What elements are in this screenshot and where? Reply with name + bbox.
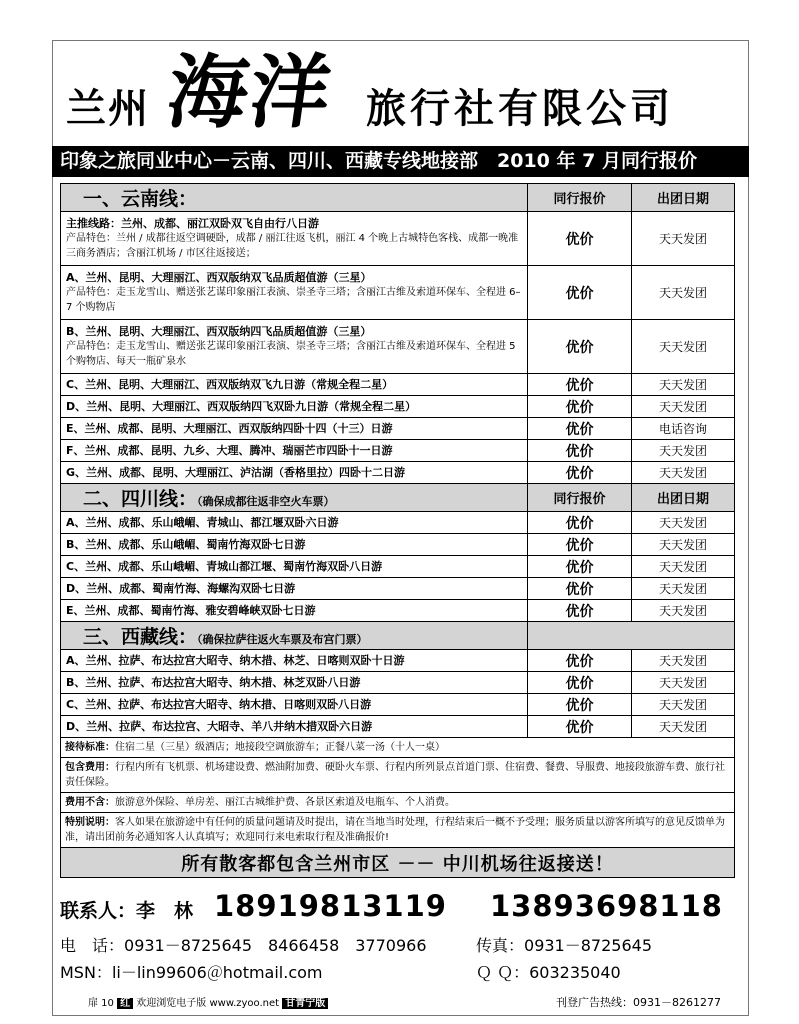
tour-name: B、兰州、昆明、大理丽江、西双版纳四飞品质超值游（三星） — [66, 325, 372, 338]
tour-cell — [61, 650, 528, 672]
notes-text: 行程内所有飞机票、机场建设费、燃油附加费、硬卧火车票、行程内所列景点首道门票、住宿费、餐费、导服费、地接段旅游车费、旅行社责任保险。 — [65, 762, 725, 788]
edition-tag: 甘青宁版 — [282, 998, 328, 1009]
tour-date: 天天发团 — [632, 462, 735, 484]
tour-name: D、兰州、成都、蜀南竹海、海螺沟双卧七日游 — [66, 582, 296, 595]
tour-date: 天天发团 — [632, 694, 735, 716]
price-column-header: 同行报价 — [528, 184, 632, 212]
tour-cell — [61, 418, 528, 440]
tour-row — [61, 534, 735, 556]
tour-cell — [61, 212, 528, 266]
notes-label: 接待标准： — [65, 742, 115, 753]
tour-date: 天天发团 — [632, 672, 735, 694]
tour-description: 产品特色：兰州 / 成都往返空调硬卧，成都 / 丽江往返飞机，丽江 4 个晚上古城特色客栈、成都一晚准三商务酒店；含丽江机场 / 市区往返接送； — [66, 233, 519, 259]
notes-text: 住宿二星（三星）级酒店；地接段空调旅游车；正餐八菜一汤（十人一桌） — [115, 742, 445, 753]
tour-date: 天天发团 — [632, 650, 735, 672]
tour-row — [61, 396, 735, 418]
tour-cell — [61, 694, 528, 716]
tour-date: 天天发团 — [632, 512, 735, 534]
page-number: 扉 10 — [88, 998, 114, 1009]
tour-date: 天天发团 — [632, 440, 735, 462]
tour-name: C、兰州、成都、乐山峨嵋、青城山都江堰、蜀南竹海双卧八日游 — [66, 560, 383, 573]
section-header-row — [61, 484, 735, 512]
tour-row — [61, 556, 735, 578]
tour-name: B、兰州、拉萨、布达拉宫大昭寺、纳木措、林芝双卧八日游 — [66, 676, 361, 689]
notes-label: 特别说明： — [65, 817, 115, 828]
tour-cell — [61, 716, 528, 738]
tour-price: 优价 — [528, 650, 632, 672]
tour-cell — [61, 396, 528, 418]
tour-date: 天天发团 — [632, 556, 735, 578]
ad-hotline: 刊登广告热线：0931－8261277 — [556, 996, 721, 1009]
tour-cell — [61, 440, 528, 462]
tour-date: 天天发团 — [632, 716, 735, 738]
mobile-phone-2: 13893698118 — [490, 889, 723, 923]
tour-name: B、兰州、成都、乐山峨嵋、蜀南竹海双卧七日游 — [66, 538, 306, 551]
section-title-cell — [61, 184, 528, 212]
fax-number: 0931－8725645 — [524, 936, 652, 955]
notes-text: 旅游意外保险、单房差、丽江古城维护费、各景区索道及电瓶车、个人消费。 — [115, 797, 455, 808]
tour-row — [61, 320, 735, 374]
msn-label: MSN： — [60, 963, 112, 982]
tour-cell — [61, 600, 528, 622]
section-note: （确保成都往返非空火车票） — [197, 495, 335, 508]
contact-name: 联系人：李 林 — [60, 900, 194, 922]
tour-cell — [61, 266, 528, 320]
company-header — [60, 46, 740, 146]
tour-price: 优价 — [528, 462, 632, 484]
tour-price: 优价 — [528, 600, 632, 622]
tour-row — [61, 462, 735, 484]
notes-cell — [61, 813, 735, 848]
tour-name: G、兰州、成都、昆明、大理丽江、泸沽湖（香格里拉）四卧十二日游 — [66, 466, 406, 479]
tour-name: E、兰州、成都、蜀南竹海、雅安碧峰峡双卧七日游 — [66, 604, 316, 617]
tour-date: 天天发团 — [632, 266, 735, 320]
price-column-header: 同行报价 — [528, 484, 632, 512]
header-suffix: 旅行社有限公司 — [366, 86, 674, 132]
tour-price: 优价 — [528, 320, 632, 374]
tour-row — [61, 418, 735, 440]
tour-price: 优价 — [528, 716, 632, 738]
notes-cell — [61, 738, 735, 758]
section-title: 一、云南线： — [83, 188, 198, 210]
all-guests-notice: 所有散客都包含兰州市区 －－ 中川机场往返接送！ — [61, 848, 735, 878]
tour-row — [61, 716, 735, 738]
tour-name: D、兰州、昆明、大理丽江、西双版纳四飞双卧九日游（常规全程二星） — [66, 400, 417, 413]
tour-description: 产品特色：走玉龙雪山、赠送张艺谋印象丽江表演、崇圣寺三塔；含丽江古维及索道环保车、全程进 6–7 个购物店 — [66, 287, 521, 313]
tour-name: E、兰州、成都、昆明、大理丽江、西双版纳四卧十四（十三）日游 — [66, 422, 393, 435]
tour-price: 优价 — [528, 672, 632, 694]
contact-person-row — [60, 896, 193, 923]
tour-name: A、兰州、昆明、大理丽江、西双版纳双飞品质超值游（三星） — [66, 271, 372, 284]
tour-price: 优价 — [528, 212, 632, 266]
tour-price: 优价 — [528, 534, 632, 556]
page-tag: 红 — [117, 998, 133, 1009]
section-note: （确保拉萨往返火车票及布宫门票） — [197, 633, 368, 646]
tour-name: F、兰州、成都、昆明、九乡、大理、腾冲、瑞丽芒市四卧十一日游 — [66, 444, 393, 457]
msn-address: li－lin99606＠hotmail.com — [111, 963, 323, 982]
tour-cell — [61, 374, 528, 396]
tour-row — [61, 212, 735, 266]
notes-cell — [61, 793, 735, 813]
fax-label: 传真： — [476, 936, 525, 955]
footer-welcome: 欢迎浏览电子版 www.zyoo.net — [136, 998, 280, 1009]
tour-cell — [61, 462, 528, 484]
qq-row — [476, 960, 621, 983]
tour-row — [61, 672, 735, 694]
tour-date: 天天发团 — [632, 578, 735, 600]
telephone-numbers: 0931－8725645 8466458 3770966 — [124, 936, 427, 955]
telephone-row — [60, 933, 427, 956]
tour-price: 优价 — [528, 440, 632, 462]
tour-price: 优价 — [528, 578, 632, 600]
tour-cell — [61, 512, 528, 534]
qq-label: Ｑ Ｑ： — [476, 963, 530, 982]
notes-row — [61, 813, 735, 848]
date-column-header: 出团日期 — [632, 184, 735, 212]
mobile-phone-1: 18919813119 — [214, 889, 447, 923]
tour-price: 优价 — [528, 418, 632, 440]
tour-name: D、兰州、拉萨、布达拉宫、大昭寺、羊八井纳木措双卧六日游 — [66, 720, 373, 733]
tour-name: C、兰州、拉萨、布达拉宫大昭寺、纳木措、日喀则双卧八日游 — [66, 698, 372, 711]
tour-name: 主推线路：兰州、成都、丽江双卧双飞自由行八日游 — [66, 217, 319, 230]
header-brand: 海洋 — [161, 46, 339, 139]
tour-row — [61, 440, 735, 462]
section-title-cell — [61, 484, 528, 512]
tour-cell — [61, 320, 528, 374]
tour-cell — [61, 556, 528, 578]
tour-price: 优价 — [528, 694, 632, 716]
tour-name: A、兰州、拉萨、布达拉宫大昭寺、纳木措、林芝、日喀则双卧十日游 — [66, 654, 405, 667]
tour-cell — [61, 534, 528, 556]
date-column-header: 出团日期 — [632, 484, 735, 512]
tour-cell — [61, 672, 528, 694]
tour-name: C、兰州、昆明、大理丽江、西双版纳双飞九日游（常规全程二星） — [66, 378, 394, 391]
tour-date: 天天发团 — [632, 534, 735, 556]
section-title-cell — [61, 622, 528, 650]
fax-row — [476, 933, 652, 956]
notes-label: 费用不含： — [65, 797, 115, 808]
price-table — [60, 183, 735, 878]
qq-number: 603235040 — [529, 963, 621, 982]
telephone-label: 电 话： — [60, 936, 125, 955]
page-footer — [88, 994, 328, 1009]
tour-description: 产品特色：走玉龙雪山、赠送张艺谋印象丽江表演、崇圣寺三塔；含丽江古维及索道环保车、全程进 5 个购物店、每天一瓶矿泉水 — [66, 341, 516, 367]
tour-price: 优价 — [528, 512, 632, 534]
tour-row — [61, 600, 735, 622]
section-title: 二、四川线： — [83, 488, 198, 510]
all-guests-row — [61, 848, 735, 878]
section-blank-cell — [528, 622, 735, 650]
notes-row — [61, 793, 735, 813]
notes-row — [61, 758, 735, 793]
tour-cell — [61, 578, 528, 600]
tour-date: 天天发团 — [632, 374, 735, 396]
tour-date: 天天发团 — [632, 320, 735, 374]
section-header-row — [61, 622, 735, 650]
section-title: 三、西藏线： — [83, 626, 198, 648]
msn-row — [60, 960, 323, 983]
title-banner: 印象之旅同业中心－云南、四川、西藏专线地接部 2010 年 7 月同行报价 — [52, 146, 749, 177]
tour-name: A、兰州、成都、乐山峨嵋、青城山、都江堰双卧六日游 — [66, 516, 339, 529]
tour-date: 电话咨询 — [632, 418, 735, 440]
header-city: 兰州 — [66, 86, 150, 132]
tour-date: 天天发团 — [632, 212, 735, 266]
tour-row — [61, 694, 735, 716]
tour-price: 优价 — [528, 266, 632, 320]
notes-text: 客人如果在旅游途中有任何的质量问题请及时提出，请在当地当时处理，行程结束后一概不予受理；服务质量以游客所填写的意见反馈单为准，请出团前务必通知客人认真填写；欢迎同行来电索取行程及准确报价! — [65, 817, 725, 843]
notes-cell — [61, 758, 735, 793]
tour-price: 优价 — [528, 556, 632, 578]
tour-date: 天天发团 — [632, 396, 735, 418]
tour-price: 优价 — [528, 396, 632, 418]
tour-price: 优价 — [528, 374, 632, 396]
notes-label: 包含费用： — [65, 762, 115, 773]
tour-row — [61, 578, 735, 600]
tour-row — [61, 512, 735, 534]
tour-row — [61, 266, 735, 320]
tour-row — [61, 650, 735, 672]
tour-row — [61, 374, 735, 396]
section-header-row — [61, 184, 735, 212]
notes-row — [61, 738, 735, 758]
tour-date: 天天发团 — [632, 600, 735, 622]
